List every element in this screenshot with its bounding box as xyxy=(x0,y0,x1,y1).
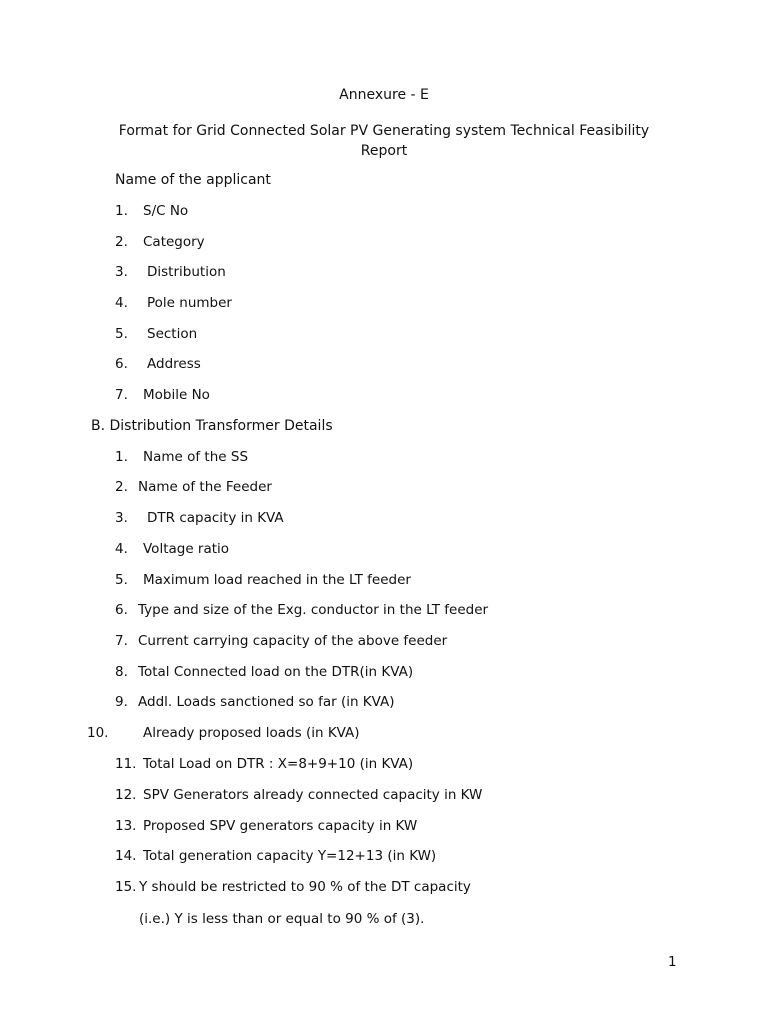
dt-item xyxy=(115,847,437,865)
item-number: 3. xyxy=(115,264,128,280)
dt-item xyxy=(115,878,471,896)
item-number: 6. xyxy=(115,356,128,372)
item-number: 4. xyxy=(115,541,128,557)
item-label: Distribution xyxy=(147,264,226,280)
item-label: Total generation capacity Y=12+13 (in KW) xyxy=(143,848,437,864)
item-label: Current carrying capacity of the above feeder xyxy=(138,633,448,649)
applicant-item xyxy=(115,202,189,220)
item-number: 15. xyxy=(115,879,137,895)
item-label: Total Load on DTR : X=8+9+10 (in KVA) xyxy=(143,756,414,772)
item-15-continuation: (i.e.) Y is less than or equal to 90 % of (3). xyxy=(139,911,425,927)
dt-item xyxy=(115,693,395,711)
item-label: Addl. Loads sanctioned so far (in KVA) xyxy=(138,694,395,710)
dt-item xyxy=(115,478,272,496)
report-title: Format for Grid Connected Solar PV Generating system Technical Feasibility Report xyxy=(118,123,650,159)
dt-item xyxy=(115,509,284,527)
applicant-item xyxy=(115,386,210,404)
item-label: Y should be restricted to 90 % of the DT capacity xyxy=(139,879,471,895)
item-label: SPV Generators already connected capacity in KW xyxy=(143,787,483,803)
item-label: Proposed SPV generators capacity in KW xyxy=(143,818,418,834)
item-number: 5. xyxy=(115,326,128,342)
section-b-heading: B. Distribution Transformer Details xyxy=(91,418,333,434)
item-number: 12. xyxy=(115,787,137,803)
item-number: 9. xyxy=(115,694,128,710)
applicant-item xyxy=(115,355,201,373)
page-number: 1 xyxy=(668,954,677,970)
item-label: Category xyxy=(143,234,205,250)
item-label: DTR capacity in KVA xyxy=(147,510,284,526)
item-number: 2. xyxy=(115,479,128,495)
item-label: Maximum load reached in the LT feeder xyxy=(143,572,411,588)
item-label: Total Connected load on the DTR(in KVA) xyxy=(138,664,414,680)
dt-item xyxy=(115,786,483,804)
dt-item xyxy=(115,571,411,589)
item-number: 7. xyxy=(115,387,128,403)
item-number: 4. xyxy=(115,295,128,311)
dt-item xyxy=(115,663,414,681)
item-label: Already proposed loads (in KVA) xyxy=(143,725,360,741)
item-number: 3. xyxy=(115,510,128,526)
item-number: 10. xyxy=(87,725,109,741)
item-number: 8. xyxy=(115,664,128,680)
dt-item xyxy=(115,448,249,466)
applicant-item xyxy=(115,233,205,251)
item-label: Mobile No xyxy=(143,387,210,403)
dt-item xyxy=(115,755,414,773)
item-number: 7. xyxy=(115,633,128,649)
item-number: 13. xyxy=(115,818,137,834)
applicant-item xyxy=(115,294,232,312)
item-label: Name of the Feeder xyxy=(138,479,272,495)
item-number: 5. xyxy=(115,572,128,588)
item-label: Address xyxy=(147,356,201,372)
dt-item xyxy=(87,724,360,742)
item-number: 14. xyxy=(115,848,137,864)
dt-item xyxy=(115,632,448,650)
item-number: 1. xyxy=(115,203,128,219)
item-label: Name of the SS xyxy=(143,449,249,465)
item-number: 6. xyxy=(115,602,128,618)
item-number: 2. xyxy=(115,234,128,250)
item-number: 1. xyxy=(115,449,128,465)
item-label: S/C No xyxy=(143,203,189,219)
item-label: Section xyxy=(147,326,198,342)
item-label: Voltage ratio xyxy=(143,541,230,557)
item-label: Pole number xyxy=(147,295,232,311)
applicant-item xyxy=(115,325,198,343)
applicant-item xyxy=(115,263,226,281)
dt-item xyxy=(115,540,230,558)
dt-item xyxy=(115,601,489,619)
applicant-heading: Name of the applicant xyxy=(115,172,271,188)
dt-item xyxy=(115,817,418,835)
item-number: 11. xyxy=(115,756,137,772)
annexure-title: Annexure - E xyxy=(339,87,429,103)
item-label: Type and size of the Exg. conductor in the LT feeder xyxy=(138,602,489,618)
